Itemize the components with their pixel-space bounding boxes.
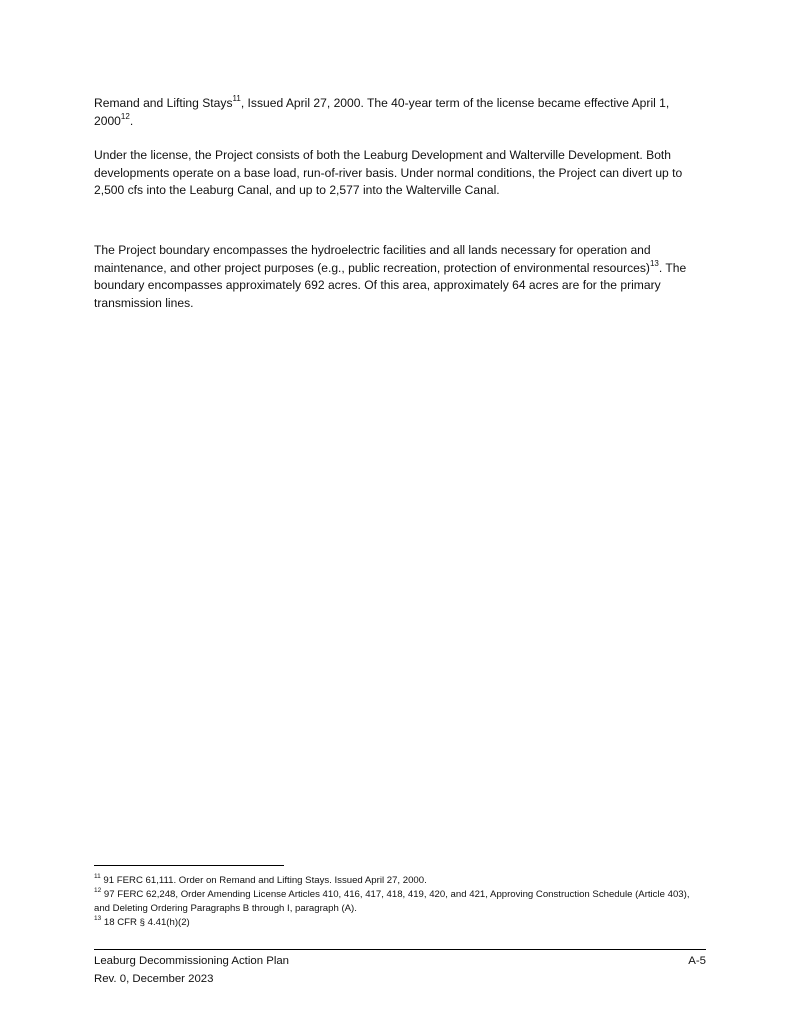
page-footer — [94, 953, 706, 988]
footnote-ref-13[interactable]: 13 — [649, 258, 659, 268]
footnote-ref-12[interactable]: 12 — [120, 111, 130, 121]
footnote-text: 91 FERC 61,111. Order on Remand and Lifting Stays. Issued April 27, 2000. — [100, 875, 427, 886]
paragraph-text: , Issued April 27, 2000. The 40-year term of the license became effective April 1, 2000 — [94, 96, 670, 128]
body-paragraph-3 — [94, 242, 706, 312]
footer-revision: Rev. 0, December 2023 — [94, 972, 214, 985]
body-paragraph-2: Under the license, the Project consists of both the Leaburg Development and Walterville Development. Both developments operate on a base load, run-of-river basis. Under normal conditions, the Project can divert up to 2,500 cfs into the Leaburg Canal, and up to 2,577 into the Walterville Canal. — [94, 148, 683, 198]
footnote-13 — [94, 916, 706, 930]
page-number: A-5 — [688, 955, 706, 967]
footnotes — [94, 874, 706, 930]
footnote-11 — [94, 874, 706, 888]
paragraph-text: . The boundary encompasses approximately 692 acres. Of this area, approximately 64 acres are for the primary transmission lines. — [94, 260, 687, 310]
footnote-separator — [94, 865, 284, 866]
footer-divider — [94, 949, 706, 950]
footnote-number: 13 — [94, 914, 102, 922]
paragraph-text: . — [129, 113, 134, 128]
footnote-ref-11[interactable]: 11 — [232, 93, 241, 103]
body-paragraph-1 — [94, 95, 706, 130]
footnote-number: 12 — [94, 886, 102, 894]
footnote-number: 11 — [94, 872, 101, 880]
footnote-12 — [94, 888, 706, 916]
footnote-text: 18 CFR § 4.41(h)(2) — [101, 917, 190, 928]
footnote-text: 97 FERC 62,248, Order Amending License Articles 410, 416, 417, 418, 419, 420, and 421, Approving Construction Schedule (Article 403), and Deleting Ordering Paragraphs B through I, paragraph (A). — [94, 889, 690, 914]
paragraph-text: Remand and Lifting Stays — [94, 96, 233, 110]
footer-doc-title: Leaburg Decommissioning Action Plan — [94, 955, 290, 967]
paragraph-text: The Project boundary encompasses the hydroelectric facilities and all lands necessary for operation and maintenance, and other project purposes (e.g., public recreation, protection of environmental resources) — [94, 243, 651, 275]
